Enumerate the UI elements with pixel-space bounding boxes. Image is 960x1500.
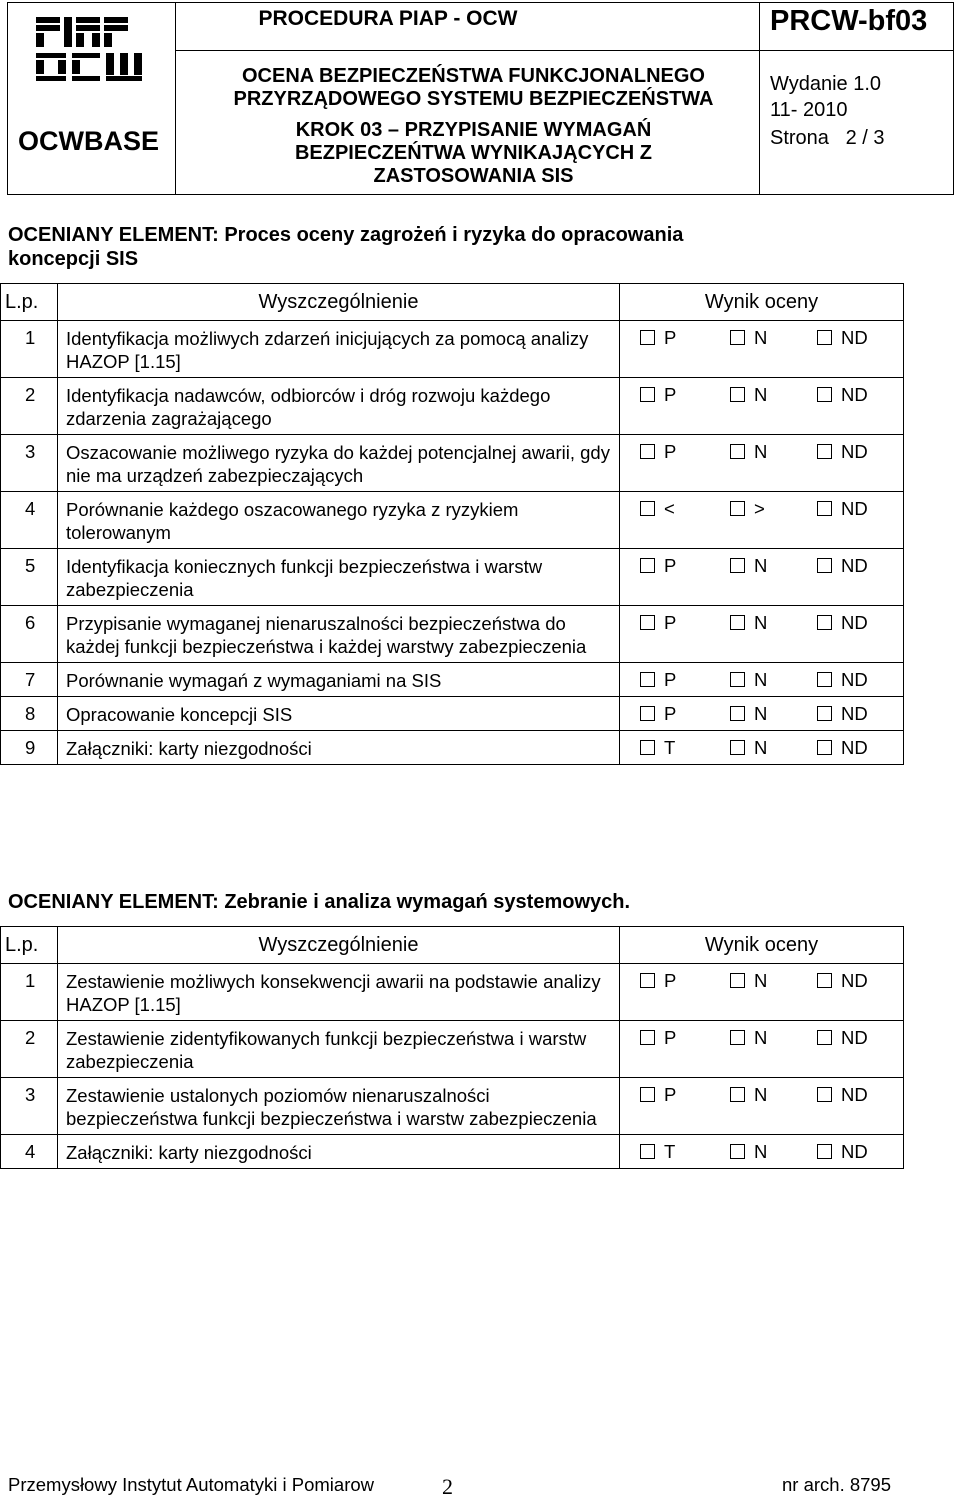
option-label: N [754,327,768,348]
checkbox-icon[interactable] [730,1030,745,1045]
row-description: Załączniki: karty niezgodności [58,1135,620,1169]
checkbox-icon[interactable] [817,706,832,721]
result-option[interactable] [730,441,817,463]
table-row [1,549,904,606]
checkbox-icon[interactable] [730,1144,745,1159]
table-row [1,435,904,492]
checkbox-icon[interactable] [817,501,832,516]
checkbox-icon[interactable] [640,444,655,459]
checkbox-icon[interactable] [817,672,832,687]
option-label: ND [841,737,868,758]
result-option[interactable] [817,555,902,577]
option-label: P [664,1084,677,1105]
piap-ocw-logo [36,13,146,88]
row-result-options [620,435,904,492]
result-option[interactable] [640,1027,730,1049]
result-option[interactable] [640,1084,730,1106]
option-label: N [754,612,768,633]
result-option[interactable] [817,1084,902,1106]
checkbox-icon[interactable] [730,672,745,687]
row-description: Oszacowanie możliwego ryzyka do każdej potencjalnej awarii, gdy nie ma urządzeń zabezpieczających [58,435,620,492]
option-label: ND [841,1084,868,1105]
result-option[interactable] [730,498,817,520]
option-label: ND [841,555,868,576]
row-result-options [620,964,904,1021]
result-option[interactable] [817,498,902,520]
row-result-options [620,731,904,765]
table-row [1,1078,904,1135]
checkbox-icon[interactable] [640,330,655,345]
edition: Wydanie 1.0 [770,73,881,95]
result-option[interactable] [817,327,902,349]
option-label: N [754,441,768,462]
col-desc-header: Wyszczególnienie [58,284,620,321]
row-result-options [620,606,904,663]
table-row [1,606,904,663]
page-indicator: Strona 2 / 3 [770,127,885,149]
option-label: P [664,1027,677,1048]
row-result-options [620,663,904,697]
checkbox-icon[interactable] [817,1144,832,1159]
result-option[interactable] [817,669,902,691]
row-number: 3 [1,435,58,492]
checkbox-icon[interactable] [730,501,745,516]
row-description: Porównanie wymagań z wymaganiami na SIS [58,663,620,697]
option-label: N [754,970,768,991]
row-number: 4 [1,1135,58,1169]
checkbox-icon[interactable] [640,740,655,755]
option-label: P [664,441,677,462]
result-option[interactable] [817,703,902,725]
checkbox-icon[interactable] [817,615,832,630]
row-result-options [620,1078,904,1135]
table-row [1,697,904,731]
option-label: P [664,970,677,991]
col-result-header: Wynik oceny [620,284,904,321]
result-option[interactable] [640,498,730,520]
result-option[interactable] [730,703,817,725]
section2-title: OCENIANY ELEMENT: Zebranie i analiza wymagań systemowych. [8,891,631,913]
option-label: P [664,555,677,576]
option-label: N [754,1084,768,1105]
checkbox-icon[interactable] [817,1087,832,1102]
option-label: ND [841,498,868,519]
result-option[interactable] [640,737,730,759]
row-description: Zestawienie zidentyfikowanych funkcji bezpieczeństwa i warstw zabezpieczenia [58,1021,620,1078]
checkbox-icon[interactable] [640,501,655,516]
checkbox-icon[interactable] [730,615,745,630]
option-label: T [664,1141,676,1162]
option-label: ND [841,1141,868,1162]
option-label: ND [841,441,868,462]
option-label: ND [841,612,868,633]
result-option[interactable] [817,1027,902,1049]
row-result-options [620,492,904,549]
option-label: P [664,327,677,348]
option-label: P [664,612,677,633]
result-option[interactable] [640,441,730,463]
option-label: ND [841,384,868,405]
row-number: 2 [1,378,58,435]
checkbox-icon[interactable] [640,558,655,573]
checkbox-icon[interactable] [730,558,745,573]
row-number: 4 [1,492,58,549]
result-option[interactable] [817,737,902,759]
col-lp-header: L.p. [1,927,58,964]
result-option[interactable] [640,970,730,992]
row-number: 9 [1,731,58,765]
result-option[interactable] [730,669,817,691]
checkbox-icon[interactable] [730,387,745,402]
table-row [1,378,904,435]
footer-archive: nr arch. 8795 [782,1474,892,1495]
result-option[interactable] [817,970,902,992]
result-option[interactable] [817,384,902,406]
row-description: Zestawienie ustalonych poziomów nienaruszalności bezpieczeństwa funkcji bezpieczeństwa i warstw zabezpieczenia [58,1078,620,1135]
table-row [1,964,904,1021]
checkbox-icon[interactable] [730,973,745,988]
option-label: T [664,737,676,758]
row-description: Identyfikacja nadawców, odbiorców i dróg rozwoju każdego zdarzenia zagrażającego [58,378,620,435]
row-number: 8 [1,697,58,731]
result-option[interactable] [730,555,817,577]
row-result-options [620,697,904,731]
row-description: Opracowanie koncepcji SIS [58,697,620,731]
checkbox-icon[interactable] [730,444,745,459]
row-number: 2 [1,1021,58,1078]
option-label: P [664,384,677,405]
col-lp-header: L.p. [1,284,58,321]
row-description: Załączniki: karty niezgodności [58,731,620,765]
document-header [7,2,954,195]
option-label: N [754,737,768,758]
assessment-table-1 [0,283,904,765]
document-title: OCENA BEZPIECZEŃSTWA FUNKCJONALNEGO PRZYRZĄDOWEGO SYSTEMU BEZPIECZEŃSTWA KROK 03 – PRZYPISANIE WYMAGAŃ BEZPIECZEŃTWA WYNIKAJĄCYCH Z ZASTOSOWANIA SIS [233,65,714,187]
edition-date: 11- 2010 [770,99,848,121]
checkbox-icon[interactable] [817,330,832,345]
section1-title: OCENIANY ELEMENT: Proces oceny zagrożeń i ryzyka do opracowania koncepcji SIS [8,224,684,270]
result-option[interactable] [730,612,817,634]
checkbox-icon[interactable] [817,740,832,755]
checkbox-icon[interactable] [817,1030,832,1045]
row-description: Porównanie każdego oszacowanego ryzyka z ryzykiem tolerowanym [58,492,620,549]
checkbox-icon[interactable] [640,1087,655,1102]
result-option[interactable] [640,327,730,349]
result-option[interactable] [817,612,902,634]
footer-page-number: 2 [442,1474,453,1499]
row-number: 5 [1,549,58,606]
checkbox-icon[interactable] [640,1030,655,1045]
checkbox-icon[interactable] [730,740,745,755]
result-option[interactable] [730,737,817,759]
checkbox-icon[interactable] [640,973,655,988]
option-label: N [754,703,768,724]
option-label: ND [841,970,868,991]
checkbox-icon[interactable] [640,387,655,402]
table-row [1,731,904,765]
checkbox-icon[interactable] [817,444,832,459]
col-desc-header: Wyszczególnienie [58,927,620,964]
option-label: P [664,703,677,724]
result-option[interactable] [730,1141,817,1163]
option-label: ND [841,1027,868,1048]
row-description: Identyfikacja koniecznych funkcji bezpieczeństwa i warstw zabezpieczenia [58,549,620,606]
option-label: N [754,1027,768,1048]
checkbox-icon[interactable] [817,558,832,573]
row-result-options [620,1021,904,1078]
row-number: 6 [1,606,58,663]
checkbox-icon[interactable] [730,330,745,345]
table-header-row [1,284,904,321]
table-row [1,1021,904,1078]
row-result-options [620,549,904,606]
row-description: Identyfikacja możliwych zdarzeń inicjujących za pomocą analizy HAZOP [1.15] [58,321,620,378]
checkbox-icon[interactable] [730,706,745,721]
row-result-options [620,1135,904,1169]
option-label: ND [841,669,868,690]
row-number: 3 [1,1078,58,1135]
result-option[interactable] [730,1027,817,1049]
document-code: PRCW-bf03 [770,5,928,37]
result-option[interactable] [730,384,817,406]
result-option[interactable] [730,1084,817,1106]
row-result-options [620,378,904,435]
result-option[interactable] [730,970,817,992]
result-option[interactable] [640,669,730,691]
option-label: N [754,384,768,405]
table-row [1,321,904,378]
option-label: N [754,669,768,690]
row-number: 7 [1,663,58,697]
checkbox-icon[interactable] [817,973,832,988]
result-option[interactable] [640,703,730,725]
option-label: P [664,669,677,690]
option-label: ND [841,327,868,348]
result-option[interactable] [817,441,902,463]
option-label: < [664,498,675,519]
checkbox-icon[interactable] [817,387,832,402]
table-row [1,1135,904,1169]
option-label: N [754,1141,768,1162]
checkbox-icon[interactable] [640,706,655,721]
procedure-name: PROCEDURA PIAP - OCW [258,7,518,30]
row-description: Zestawienie możliwych konsekwencji awarii na podstawie analizy HAZOP [1.15] [58,964,620,1021]
result-option[interactable] [640,555,730,577]
result-option[interactable] [640,1141,730,1163]
option-label: > [754,498,765,519]
table-row [1,492,904,549]
result-option[interactable] [817,1141,902,1163]
checkbox-icon[interactable] [730,1087,745,1102]
checkbox-icon[interactable] [640,672,655,687]
assessment-table-2 [0,926,904,1169]
col-result-header: Wynik oceny [620,927,904,964]
checkbox-icon[interactable] [640,1144,655,1159]
option-label: ND [841,703,868,724]
result-option[interactable] [640,384,730,406]
result-option[interactable] [640,612,730,634]
table-row [1,663,904,697]
table-header-row [1,927,904,964]
row-result-options [620,321,904,378]
result-option[interactable] [730,327,817,349]
checkbox-icon[interactable] [640,615,655,630]
row-number: 1 [1,321,58,378]
brand-name: OCWBASE [18,126,159,156]
option-label: N [754,555,768,576]
row-number: 1 [1,964,58,1021]
footer-institute: Przemysłowy Instytut Automatyki i Pomiarow [8,1474,374,1495]
row-description: Przypisanie wymaganej nienaruszalności bezpieczeństwa do każdej funkcji bezpieczeństwa i każdej warstwy zabezpieczenia [58,606,620,663]
